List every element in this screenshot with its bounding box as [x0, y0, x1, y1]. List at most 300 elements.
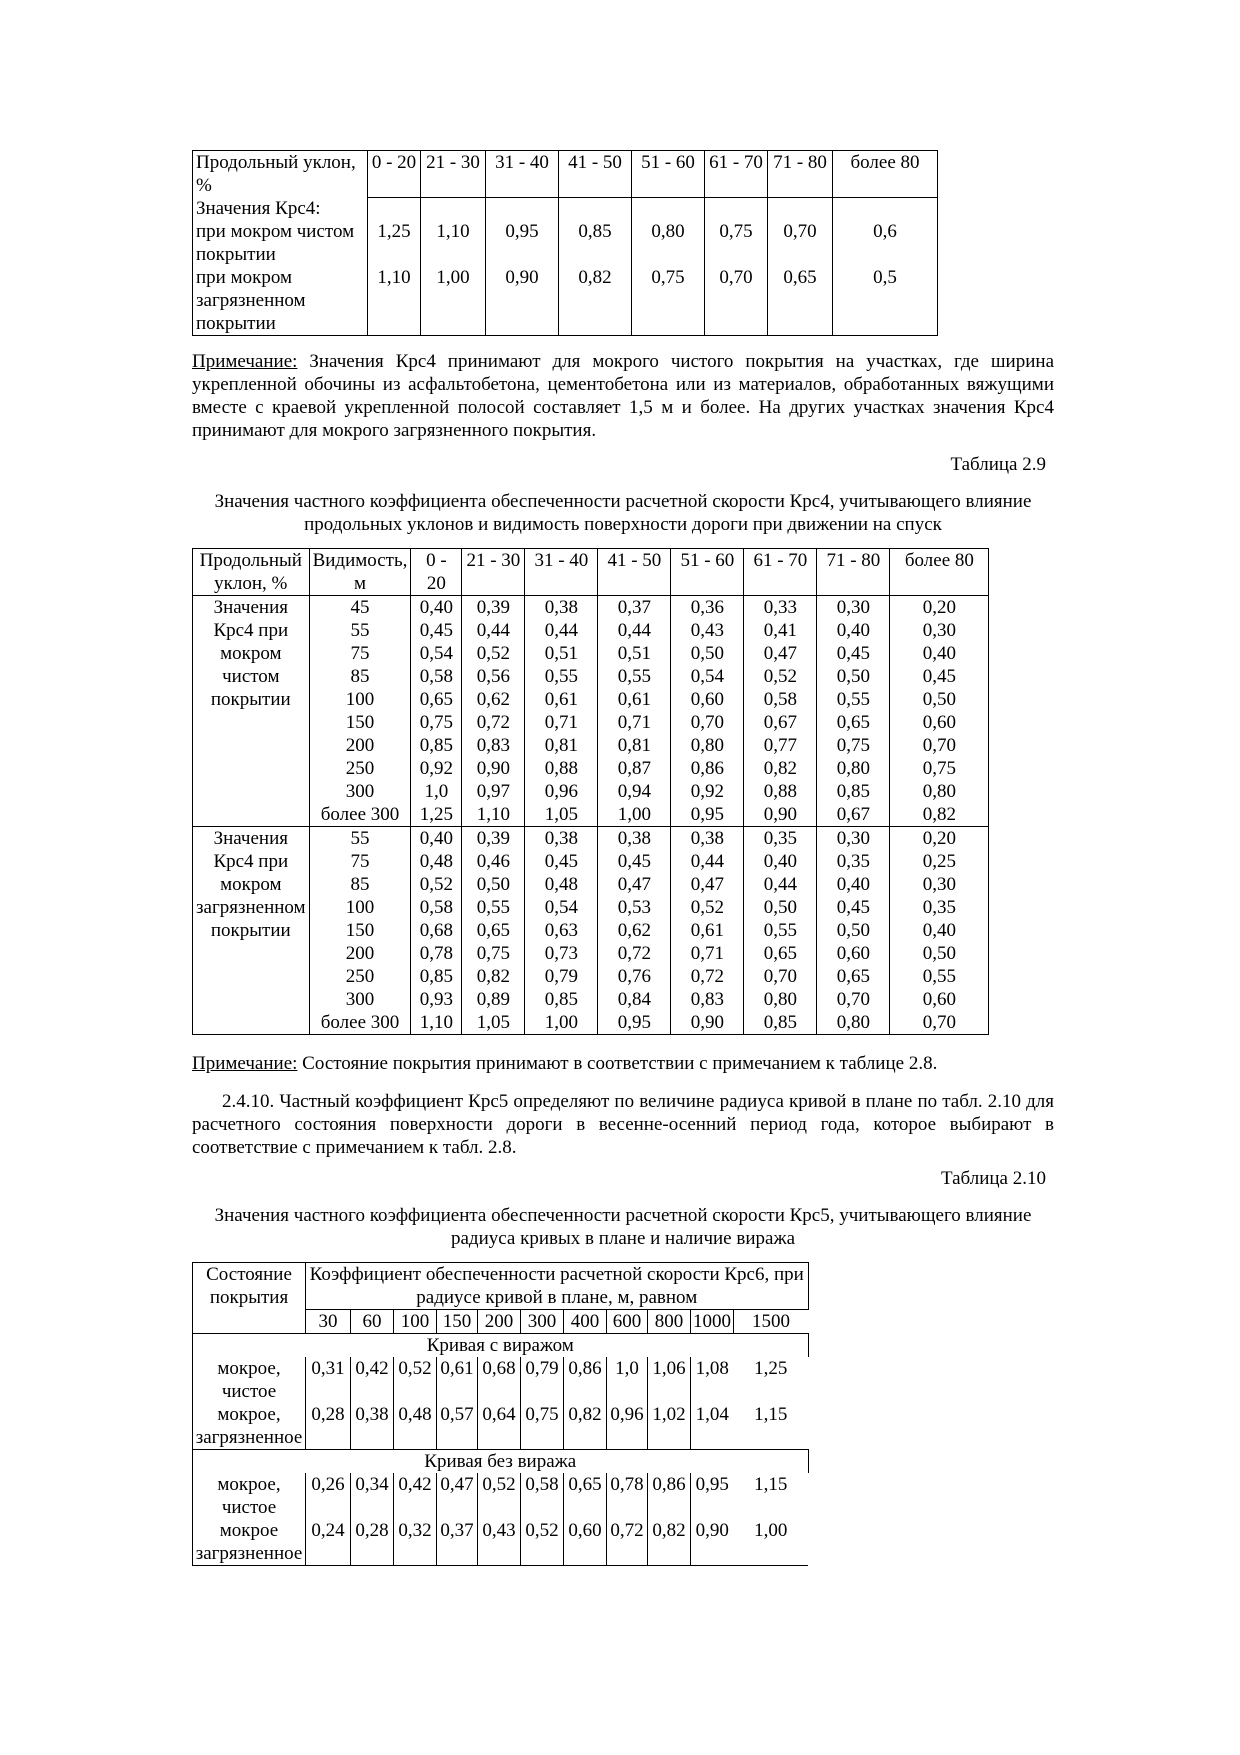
table-cell: 0,82: [559, 266, 632, 336]
table-cell: 0,81: [525, 734, 598, 757]
table-cell: 0,82: [564, 1403, 607, 1450]
table-cell: 0,56: [462, 665, 525, 688]
table-cell: 0,55: [462, 896, 525, 919]
table-number: Таблица 2.9: [950, 454, 1046, 475]
table-cell: 0,80: [744, 988, 817, 1011]
table-cell: 0,75: [462, 942, 525, 965]
table-cell: 0,58: [411, 896, 462, 919]
table-row: [193, 642, 989, 665]
table-cell: 0,94: [598, 780, 671, 803]
table-cell: 0,54: [411, 642, 462, 665]
header-cell: 0 - 20: [368, 151, 421, 198]
table-cell: 0,48: [411, 850, 462, 873]
table-cell: 0,50: [890, 942, 989, 965]
header-cell: 21 - 30: [421, 151, 486, 198]
table-cell: 0,58: [521, 1473, 564, 1519]
table-cell: 0,70: [744, 965, 817, 988]
table-cell: 0,47: [598, 873, 671, 896]
table-cell: 0,68: [411, 919, 462, 942]
table-cell: 0,35: [817, 850, 890, 873]
radius-cell: 300: [521, 1310, 564, 1334]
table-cell: 0,80: [890, 780, 989, 803]
table-cell: 0,40: [744, 850, 817, 873]
table-row: [193, 220, 938, 266]
table-cell: 0,90: [691, 1519, 734, 1566]
table-cell: 0,40: [817, 619, 890, 642]
table-cell: 0,83: [462, 734, 525, 757]
table-cell: 0,86: [648, 1473, 691, 1519]
state-cell: мокрое, загрязненное: [195, 1404, 303, 1448]
table-cell: 0,52: [394, 1357, 437, 1403]
table-cell: 0,88: [744, 780, 817, 803]
table-row: [193, 850, 989, 873]
radius-cell: 1500: [734, 1310, 809, 1334]
table-cell: 0,80: [632, 220, 705, 266]
table-header-row: [193, 549, 989, 596]
table-cell: 0,40: [890, 919, 989, 942]
header-cell: 61 - 70: [705, 151, 768, 198]
radius-cell: 800: [648, 1310, 691, 1334]
table-cell: 0,85: [559, 220, 632, 266]
table-cell: 0,55: [525, 665, 598, 688]
table-cell: 0,34: [351, 1473, 394, 1519]
table-cell: 1,00: [421, 266, 486, 336]
table-cell: 0,82: [890, 803, 989, 827]
table-cell: 0,6: [833, 220, 938, 266]
header-cell: Коэффициент обеспеченности расчетной скорости Крс6, при радиусе кривой в плане, м, равном: [306, 1263, 809, 1310]
table-cell: 0,50: [462, 873, 525, 896]
table-2-9: [192, 548, 989, 1035]
visibility-cell: 200: [309, 734, 411, 757]
table-caption: Значения частного коэффициента обеспеченности расчетной скорости Крс4, учитывающего влияние продольных уклонов и видимость поверхности дороги при движении на спуск: [214, 491, 1032, 535]
table-cell: 0,85: [817, 780, 890, 803]
table-cell: 0,45: [525, 850, 598, 873]
table-cell: 0,92: [411, 757, 462, 780]
table-cell: 0,60: [671, 688, 744, 711]
table-cell: 0,35: [890, 896, 989, 919]
table-cell: 0,71: [598, 711, 671, 734]
table-cell: 0,61: [598, 688, 671, 711]
section-row: [193, 1334, 809, 1358]
table-cell: 0,50: [744, 896, 817, 919]
table-cell: 1,04: [691, 1403, 734, 1450]
table-cell: 0,79: [525, 965, 598, 988]
visibility-cell: 75: [309, 850, 411, 873]
table-cell: 0,71: [671, 942, 744, 965]
table-cell: 1,0: [411, 780, 462, 803]
table-cell: 1,02: [648, 1403, 691, 1450]
table-cell: 0,54: [671, 665, 744, 688]
table-cell: 0,85: [744, 1011, 817, 1035]
table-cell: 0,95: [671, 803, 744, 827]
header-cell: 71 - 80: [768, 151, 833, 198]
table-row: [193, 619, 989, 642]
note-table-2-9: [192, 1052, 1054, 1075]
table-row: [193, 734, 989, 757]
table-cell: 0,65: [817, 965, 890, 988]
header-cell: 51 - 60: [671, 549, 744, 596]
table-cell: 0,44: [744, 873, 817, 896]
table-cell: 0,50: [890, 688, 989, 711]
table-cell: 1,25: [411, 803, 462, 827]
table-cell: 0,60: [564, 1519, 607, 1566]
table-row: [193, 919, 989, 942]
note-prefix: Примечание:: [192, 1053, 298, 1074]
table-cell: 1,05: [525, 803, 598, 827]
table-cell: 0,40: [411, 827, 462, 851]
table-cell: 0,25: [890, 850, 989, 873]
visibility-cell: 85: [309, 873, 411, 896]
state-cell: мокрое, чистое: [217, 1474, 281, 1518]
visibility-cell: 100: [309, 896, 411, 919]
table-cell: 1,10: [462, 803, 525, 827]
table-cell: 1,10: [368, 266, 421, 336]
radius-cell: 30: [306, 1310, 351, 1334]
table-row: [193, 942, 989, 965]
table-cell: 0,37: [437, 1519, 478, 1566]
header-cell: 41 - 50: [598, 549, 671, 596]
table-cell: 0,73: [525, 942, 598, 965]
visibility-cell: 100: [309, 688, 411, 711]
table-cell: 0,75: [890, 757, 989, 780]
visibility-cell: 85: [309, 665, 411, 688]
table-cell: 0,42: [351, 1357, 394, 1403]
table-row: [193, 896, 989, 919]
table-cell: 0,65: [768, 266, 833, 336]
table-row: [193, 1357, 809, 1403]
table-cell: 0,47: [671, 873, 744, 896]
table-cell: 0,50: [671, 642, 744, 665]
section-title: Кривая с виражом: [193, 1334, 809, 1358]
table-cell: 1,15: [754, 1404, 788, 1425]
visibility-cell: более 300: [309, 1011, 411, 1035]
table-cell: 0,60: [890, 711, 989, 734]
table-row: [193, 1519, 809, 1566]
table-header-row: [193, 151, 938, 198]
table-cell: 0,70: [890, 1011, 989, 1035]
table-cell: 0,38: [525, 827, 598, 851]
table-cell: 0,70: [890, 734, 989, 757]
table-cell: 0,37: [598, 596, 671, 620]
table-cell: 0,45: [890, 665, 989, 688]
table-cell: 0,65: [411, 688, 462, 711]
note-text: Состояние покрытия принимают в соответствии с примечанием к таблице 2.8.: [297, 1053, 938, 1074]
table-cell: 0,84: [598, 988, 671, 1011]
table-2-10: [192, 1262, 809, 1566]
table-row: [193, 1403, 809, 1450]
table-cell: 0,76: [598, 965, 671, 988]
table-row: [193, 197, 938, 220]
table-cell: 0,40: [817, 873, 890, 896]
table-cell: 0,28: [351, 1519, 394, 1566]
table-cell: 0,31: [306, 1357, 351, 1403]
table-cell: 0,70: [768, 220, 833, 266]
table-cell: 0,52: [744, 665, 817, 688]
table-cell: 0,83: [671, 988, 744, 1011]
table-cell: 0,90: [671, 1011, 744, 1035]
table-cell: 0,78: [411, 942, 462, 965]
table-cell: 0,96: [525, 780, 598, 803]
row-label: при мокром загрязненном покрытии: [196, 267, 306, 334]
table-cell: 0,55: [817, 688, 890, 711]
visibility-cell: 200: [309, 942, 411, 965]
visibility-cell: 250: [309, 965, 411, 988]
table-cell: 0,77: [744, 734, 817, 757]
table-2-8: [192, 150, 938, 336]
note-prefix: Примечание:: [192, 351, 298, 372]
table-cell: 0,44: [525, 619, 598, 642]
table-cell: 0,47: [437, 1473, 478, 1519]
table-cell: 0,86: [671, 757, 744, 780]
section-label: Значения Крс4:: [196, 198, 321, 219]
header-cell: Продольный уклон, %: [193, 549, 310, 596]
table-cell: 0,75: [411, 711, 462, 734]
table-cell: 0,53: [598, 896, 671, 919]
table-cell: 0,38: [598, 827, 671, 851]
table-cell: 0,75: [521, 1403, 564, 1450]
table-cell: 0,30: [817, 827, 890, 851]
table-cell: 0,20: [890, 827, 989, 851]
table-row: [193, 827, 989, 851]
header-cell: 0 - 20: [411, 549, 462, 596]
table-cell: 0,80: [671, 734, 744, 757]
visibility-cell: 150: [309, 711, 411, 734]
table-cell: 0,92: [671, 780, 744, 803]
table-cell: 0,50: [817, 665, 890, 688]
table-row: [193, 873, 989, 896]
table-cell: 0,89: [462, 988, 525, 1011]
table-cell: 0,64: [478, 1403, 521, 1450]
state-cell: мокрое, чистое: [217, 1358, 281, 1402]
table-cell: 0,63: [525, 919, 598, 942]
table-cell: 0,48: [525, 873, 598, 896]
table-cell: 0,39: [462, 596, 525, 620]
table-cell: 0,88: [525, 757, 598, 780]
visibility-cell: 300: [309, 780, 411, 803]
table-cell: 0,85: [525, 988, 598, 1011]
paragraph-2-4-10: 2.4.10. Частный коэффициент Крс5 определяют по величине радиуса кривой в плане по табл. 2.10 для расчетного состояния поверхности дороги в весенне-осенний период года, которое выбирают в соответствие с примечанием к табл. 2.8.: [192, 1091, 1054, 1158]
table-cell: 0,86: [564, 1357, 607, 1403]
table-cell: 0,65: [564, 1473, 607, 1519]
table-row: [193, 665, 989, 688]
header-cell: 71 - 80: [817, 549, 890, 596]
visibility-cell: 55: [309, 619, 411, 642]
table-cell: 0,82: [744, 757, 817, 780]
radius-cell: 150: [437, 1310, 478, 1334]
table-cell: 0,42: [394, 1473, 437, 1519]
table-cell: 0,80: [817, 1011, 890, 1035]
table-cell: 0,38: [525, 596, 598, 620]
group-label: Значения Крс4 при мокром загрязненном покрытии: [196, 828, 306, 941]
table-cell: 0,70: [705, 266, 768, 336]
table-cell: 0,46: [462, 850, 525, 873]
table-cell: 0,65: [744, 942, 817, 965]
note-table-2-8: [192, 350, 1054, 442]
table-cell: 0,28: [306, 1403, 351, 1450]
table-cell: 1,00: [525, 1011, 598, 1035]
header-cell: Продольный уклон, %: [196, 152, 356, 196]
header-cell: Видимость, м: [309, 549, 411, 596]
table-cell: 0,93: [411, 988, 462, 1011]
table-cell: 0,90: [744, 803, 817, 827]
radius-cell: 60: [351, 1310, 394, 1334]
table-cell: 0,96: [607, 1403, 648, 1450]
table-cell: 0,43: [671, 619, 744, 642]
visibility-cell: 300: [309, 988, 411, 1011]
table-row: [193, 1473, 809, 1519]
radius-cell: 1000: [691, 1310, 734, 1334]
table-cell: 0,45: [817, 642, 890, 665]
table-row: [193, 711, 989, 734]
table-cell: 0,65: [462, 919, 525, 942]
row-label: при мокром чистом покрытии: [196, 221, 355, 265]
table-row: [193, 803, 989, 827]
table-cell: 0,62: [462, 688, 525, 711]
table-cell: 1,15: [754, 1474, 788, 1495]
table-cell: 0,48: [394, 1403, 437, 1450]
table-row: [193, 596, 989, 620]
table-cell: 0,43: [478, 1519, 521, 1566]
table-cell: 1,08: [691, 1357, 734, 1403]
table-cell: 0,44: [598, 619, 671, 642]
table-cell: 0,51: [525, 642, 598, 665]
table-cell: 0,61: [525, 688, 598, 711]
table-cell: 1,00: [754, 1520, 788, 1541]
note-text: Значения Крс4 принимают для мокрого чистого покрытия на участках, где ширина укрепленной обочины из асфальтобетона, цементобетона или из материалов, обработанных вяжущими вместе с краевой укрепленной полосой составляет 1,5 м и более. На других участках значения Крс4 принимают для мокрого загрязненного покрытия.: [192, 351, 1054, 441]
table-cell: 1,25: [368, 220, 421, 266]
table-cell: 1,10: [421, 220, 486, 266]
table-cell: 0,90: [486, 266, 559, 336]
table-cell: 0,5: [833, 266, 938, 336]
table-cell: 0,60: [817, 942, 890, 965]
table-cell: 0,71: [525, 711, 598, 734]
radius-cell: 600: [607, 1310, 648, 1334]
visibility-cell: 45: [309, 596, 411, 620]
table-cell: 0,41: [744, 619, 817, 642]
table-cell: 0,44: [462, 619, 525, 642]
table-cell: 0,52: [411, 873, 462, 896]
table-cell: 1,25: [754, 1358, 788, 1379]
table-cell: 0,97: [462, 780, 525, 803]
table-cell: 0,85: [411, 734, 462, 757]
table-cell: 0,24: [306, 1519, 351, 1566]
table-cell: 0,80: [817, 757, 890, 780]
table-cell: 0,33: [744, 596, 817, 620]
table-cell: 0,38: [671, 827, 744, 851]
table-cell: 0,57: [437, 1403, 478, 1450]
table-cell: 0,87: [598, 757, 671, 780]
table-cell: 1,05: [462, 1011, 525, 1035]
table-cell: 0,52: [478, 1473, 521, 1519]
table-cell: 0,54: [525, 896, 598, 919]
table-cell: 0,67: [744, 711, 817, 734]
table-cell: 1,0: [607, 1357, 648, 1403]
table-cell: 0,61: [671, 919, 744, 942]
table-cell: 1,06: [648, 1357, 691, 1403]
section-title: Кривая без виража: [193, 1450, 809, 1474]
table-cell: 0,44: [671, 850, 744, 873]
group-label: Значения Крс4 при мокром чистом покрытии: [193, 596, 310, 827]
table-cell: 0,51: [598, 642, 671, 665]
visibility-cell: более 300: [309, 803, 411, 827]
header-cell: более 80: [890, 549, 989, 596]
table-cell: 0,47: [744, 642, 817, 665]
header-cell: 21 - 30: [462, 549, 525, 596]
radius-cell: 100: [394, 1310, 437, 1334]
visibility-cell: 75: [309, 642, 411, 665]
table-cell: 0,26: [306, 1473, 351, 1519]
table-cell: 0,85: [411, 965, 462, 988]
table-cell: 0,95: [598, 1011, 671, 1035]
table-cell: 0,81: [598, 734, 671, 757]
table-cell: 0,35: [744, 827, 817, 851]
table-cell: 0,55: [744, 919, 817, 942]
table-row: [193, 757, 989, 780]
table-header-row: [193, 1263, 809, 1310]
table-row: [193, 688, 989, 711]
table-cell: 0,52: [462, 642, 525, 665]
table-cell: 0,75: [632, 266, 705, 336]
table-cell: 1,00: [598, 803, 671, 827]
visibility-cell: 250: [309, 757, 411, 780]
header-cell: более 80: [833, 151, 938, 198]
header-cell: 31 - 40: [486, 151, 559, 198]
table-cell: 0,45: [817, 896, 890, 919]
table-cell: 0,20: [890, 596, 989, 620]
table-cell: 0,32: [394, 1519, 437, 1566]
table-cell: 0,45: [598, 850, 671, 873]
table-row: [193, 266, 938, 336]
table-caption: Значения частного коэффициента обеспеченности расчетной скорости Крс5, учитывающего влияние радиуса кривых в плане и наличие виража: [214, 1205, 1032, 1249]
table-cell: 0,70: [671, 711, 744, 734]
header-cell: Состояние покрытия: [193, 1263, 306, 1334]
section-row: [193, 1450, 809, 1474]
header-cell: 31 - 40: [525, 549, 598, 596]
table-cell: 0,50: [817, 919, 890, 942]
table-cell: 0,30: [890, 873, 989, 896]
table-cell: 0,72: [598, 942, 671, 965]
table-cell: 0,38: [351, 1403, 394, 1450]
table-cell: 0,72: [671, 965, 744, 988]
table-cell: 0,30: [890, 619, 989, 642]
table-row: [193, 988, 989, 1011]
table-cell: 0,82: [648, 1519, 691, 1566]
table-row: [193, 965, 989, 988]
table-cell: 0,72: [462, 711, 525, 734]
header-cell: 41 - 50: [559, 151, 632, 198]
table-cell: 0,67: [817, 803, 890, 827]
table-cell: 0,52: [521, 1519, 564, 1566]
table-cell: 0,52: [671, 896, 744, 919]
table-cell: 0,68: [478, 1357, 521, 1403]
visibility-cell: 150: [309, 919, 411, 942]
table-row: [193, 1011, 989, 1035]
table-cell: 0,65: [817, 711, 890, 734]
radius-cell: 400: [564, 1310, 607, 1334]
table-cell: 0,60: [890, 988, 989, 1011]
table-cell: 0,95: [691, 1473, 734, 1519]
table-cell: 1,10: [411, 1011, 462, 1035]
table-cell: 0,30: [817, 596, 890, 620]
table-cell: 0,70: [817, 988, 890, 1011]
table-cell: 0,90: [462, 757, 525, 780]
table-cell: 0,55: [598, 665, 671, 688]
table-cell: 0,79: [521, 1357, 564, 1403]
table-cell: 0,95: [486, 220, 559, 266]
table-cell: 0,75: [705, 220, 768, 266]
table-cell: 0,40: [890, 642, 989, 665]
table-cell: 0,62: [598, 919, 671, 942]
